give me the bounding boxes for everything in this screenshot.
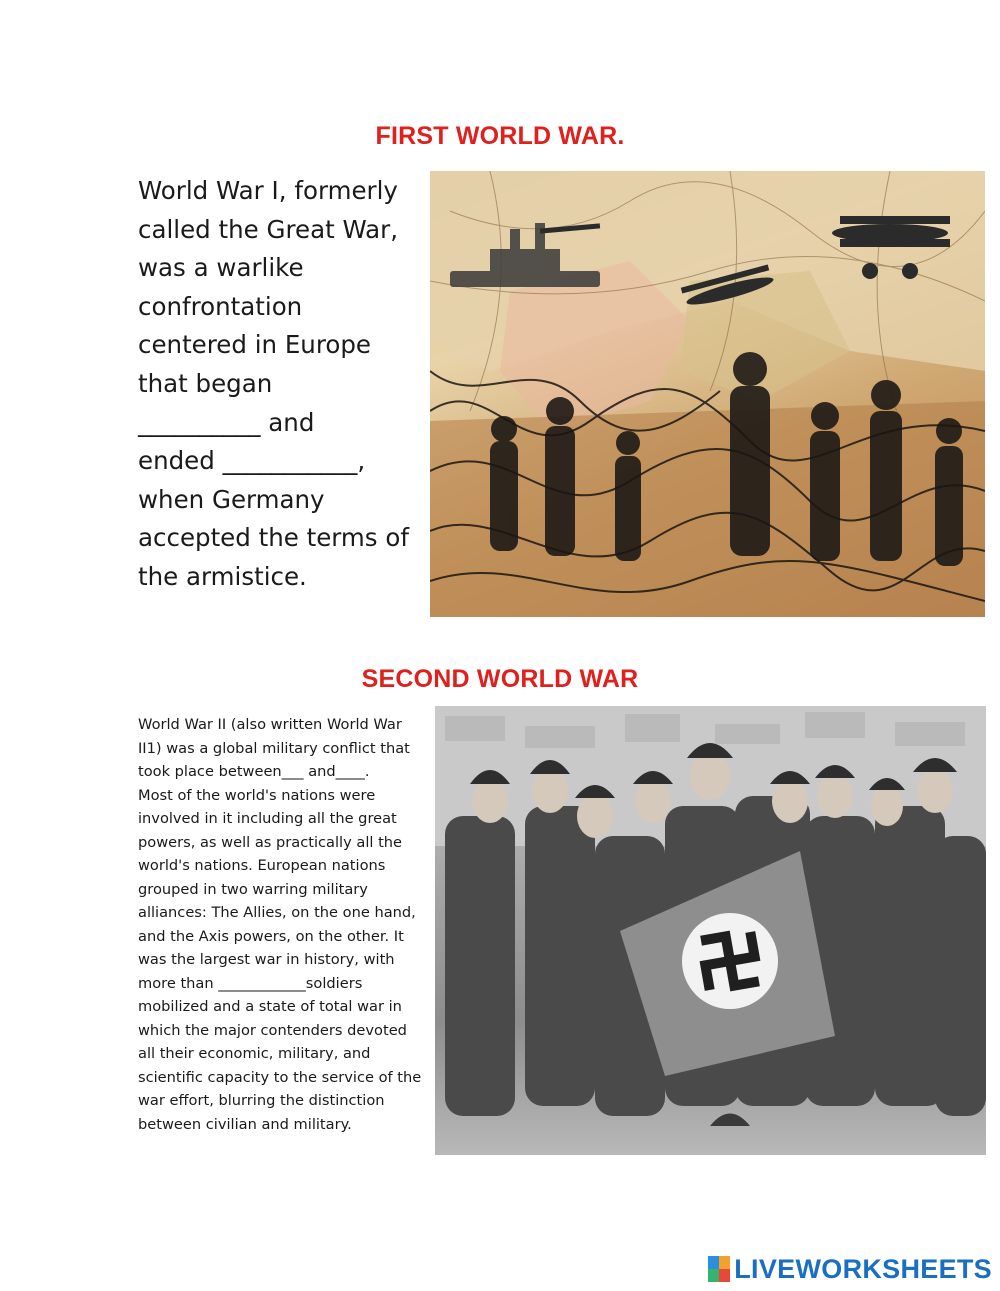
ww2-line: war effort, blurring the distinction — [138, 1092, 385, 1109]
ww2-line: grouped in two warring military — [138, 880, 368, 898]
ww2-line: mobilized and a state of total war in — [138, 998, 402, 1015]
ww1-line: when Germany — [138, 484, 325, 514]
ww2-heading: SECOND WORLD WAR — [361, 665, 639, 693]
ww2-line: all their economic, military, and — [138, 1045, 371, 1062]
ww1-line-blank-began: __________ and — [138, 407, 315, 437]
ww2-line: involved in it including all the great — [138, 810, 397, 827]
liveworksheets-logo[interactable] — [708, 1251, 992, 1287]
ww2-line-blank-years: took place between___ and____. — [138, 763, 370, 780]
ww1-heading: FIRST WORLD WAR. — [375, 122, 625, 150]
ww2-line: alliances: The Allies, on the one hand, — [138, 904, 416, 921]
ww2-line: scientific capacity to the service of the — [138, 1068, 422, 1086]
ww2-line: which the major contenders devoted — [138, 1021, 407, 1039]
ww1-line-blank-ended: ended ___________, — [138, 446, 366, 476]
ww2-line: and the Axis powers, on the other. It — [138, 927, 404, 945]
ww2-paragraph — [138, 713, 423, 1136]
ww2-line: world's nations. European nations — [138, 857, 386, 874]
ww1-line: that began — [138, 368, 273, 398]
ww2-line: was the largest war in history, with — [138, 951, 395, 968]
ww2-line: Most of the world's nations were — [138, 786, 376, 804]
logo-text: LIVEWORKSHEETS — [734, 1253, 992, 1284]
ww1-line: the armistice. — [138, 561, 307, 591]
ww2-soldiers-photo — [435, 706, 986, 1155]
ww2-line: II1) was a global military conflict that — [138, 739, 410, 757]
ww1-line: accepted the terms of — [138, 523, 409, 553]
ww1-paragraph — [138, 172, 418, 597]
ww2-line: World War II (also written World War — [138, 716, 402, 733]
ww1-line: confrontation — [138, 291, 303, 321]
liveworksheets-logo-icon — [708, 1256, 730, 1282]
ww2-line: between civilian and military. — [138, 1115, 352, 1133]
ww1-line: World War I, formerly — [138, 176, 398, 205]
ww2-line: powers, as well as practically all the — [138, 833, 403, 851]
ww1-collage-image — [430, 171, 985, 617]
ww2-line-blank-soldiers: more than ____________soldiers — [138, 974, 363, 992]
ww1-line: was a warlike — [138, 253, 304, 283]
ww1-line: centered in Europe — [138, 330, 371, 360]
ww1-line: called the Great War, — [138, 214, 399, 244]
